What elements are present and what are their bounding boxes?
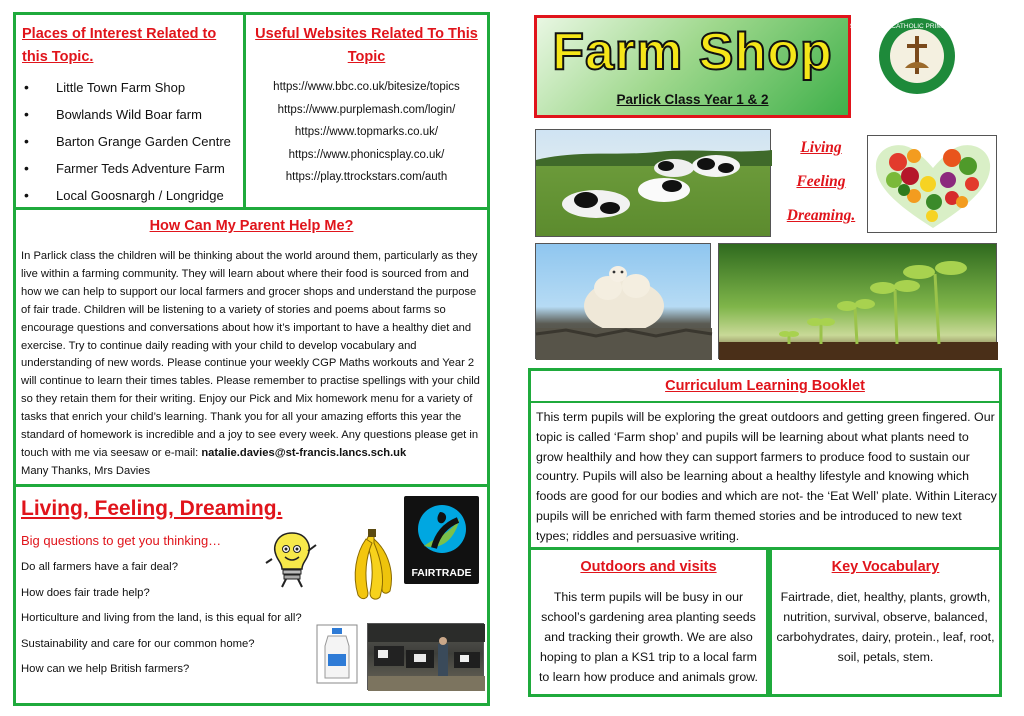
websites-list <box>248 76 485 189</box>
lambs-photo <box>535 243 711 359</box>
outdoors-title: Outdoors and visits <box>580 559 717 575</box>
lambs-illustration <box>536 244 712 360</box>
list-item: How can we help British farmers? <box>21 663 190 675</box>
milk-bottle-image <box>316 624 358 684</box>
cows-shed-illustration <box>368 624 485 691</box>
page-title: Farm Shop <box>552 23 833 81</box>
fruit-heart-illustration <box>868 136 998 234</box>
places-title: Places of Interest Related to this Topic. <box>22 26 217 65</box>
list-item: Horticulture and living from the land, is this equal for all? <box>21 612 302 624</box>
motto-living: Living <box>800 139 842 156</box>
curriculum-title: Curriculum Learning Booklet <box>665 378 865 394</box>
seedlings-illustration <box>719 244 998 360</box>
list-item: • Little Town Farm Shop <box>20 74 242 101</box>
motto-feeling: Feeling <box>796 173 846 190</box>
school-logo <box>849 16 985 96</box>
lfd-title: Living, Feeling, Dreaming. <box>21 497 283 520</box>
website-link[interactable]: https://www.topmarks.co.uk/ <box>294 126 439 138</box>
website-link[interactable]: https://www.bbc.co.uk/bitesize/topics <box>273 81 460 93</box>
seedlings-photo <box>718 243 997 359</box>
lfd-subtitle: Big questions to get you thinking… <box>21 533 222 548</box>
curriculum-box <box>528 368 1002 550</box>
list-item: • Farmer Teds Adventure Farm <box>20 155 242 182</box>
curriculum-body: This term pupils will be exploring the great outdoors and getting green fingered. Our topic is called ‘Farm shop’ and pupils will be learning about what plants need to grow healthily and how they can support farmers to produce food to sustain our country. Pupils will also be learning about a healthy lifestyle and knowing which foods are good for our bodies and which are not- the ‘Eat Well’ plate. Within Literacy pupils will be enriched with farm themed stories and be introduced to new text types; riddles and persuasive writing. <box>536 410 997 543</box>
school-logo-text: ST FRANCIS' CATHOLIC PRIMARY SCHOOL <box>849 23 985 30</box>
outdoors-body: This term pupils will be busy in our school’s gardening area planting seeds and tracking their growth. We are also hoping to plan a KS1 trip to a local farm to learn how produce and animals grow. <box>538 590 759 684</box>
website-link[interactable]: https://www.phonicsplay.co.uk/ <box>288 148 445 161</box>
places-box <box>13 12 246 210</box>
parent-help-text: In Parlick class the children will be thinking about the world around them, particularly as they live within a farming community. They will learn about where their food is sourced from and how we can help to support our local farmers and grocer shops and understand the purpose of fair trade. Children will be listening to a variety of stories and poems about farms so encourage questions and conversations about how it’s important to have a healthy diet and exercise. Try to continue daily reading with your child to develop vocabulary and understanding of new words. Please continue your weekly CGP Maths workouts and Year 2 will continue to learn their times tables. Please remember to practise spellings with your child so they retain them for their writing. Enjoy our Pick and Mix homework menu for a variety of tasks that enrich your child’s learning. Thank you for all your amazing efforts this year the standard of homework is incredible and a joy to see every week. Any questions please get in touch with me via seesaw or e-mail: <box>21 250 480 459</box>
curriculum-divider <box>531 401 999 403</box>
vocab-body: Fairtrade, diet, healthy, plants, growth, nutrition, survival, observe, balanced, carbohydrates, dairy, protein., leaf, root, soil, petals, stem. <box>776 590 995 664</box>
bananas-image <box>344 529 398 603</box>
title-banner <box>534 15 851 118</box>
vocab-title: Key Vocabulary <box>831 559 940 575</box>
teacher-email[interactable]: natalie.davies@st-francis.lancs.sch.uk <box>201 446 407 459</box>
places-list <box>20 74 242 209</box>
list-item: Sustainability and care for our common home? <box>21 637 255 650</box>
parent-help-box <box>13 207 490 487</box>
fruit-heart-photo <box>867 135 997 233</box>
cows-field-photo <box>535 129 771 237</box>
website-link[interactable]: https://www.purplemash.com/login/ <box>277 103 456 116</box>
list-item: • Local Goosnargh / Longridge <box>20 182 242 209</box>
fairtrade-mark-icon <box>404 498 479 564</box>
outdoors-box <box>528 547 769 697</box>
cows-illustration <box>536 130 772 238</box>
lfd-box <box>13 484 490 706</box>
websites-title: Useful Websites Related To This Topic <box>255 26 478 65</box>
lightbulb-icon <box>264 529 320 589</box>
websites-box <box>243 12 490 210</box>
fairtrade-label: FAIRTRADE <box>411 567 472 579</box>
list-item: • Barton Grange Garden Centre <box>20 128 242 155</box>
list-item: How does fair trade help? <box>21 586 150 599</box>
motto <box>776 134 866 236</box>
list-item: Do all farmers have a fair deal? <box>21 561 178 573</box>
signoff: Many Thanks, Mrs Davies <box>21 464 151 477</box>
fairtrade-logo <box>404 496 479 584</box>
cows-shed-photo <box>367 623 484 690</box>
vocab-box <box>769 547 1002 697</box>
motto-dreaming: Dreaming. <box>786 207 856 224</box>
class-line: Parlick Class Year 1 & 2 <box>616 92 769 107</box>
parent-help-title: How Can My Parent Help Me? <box>149 218 354 234</box>
website-link[interactable]: https://play.ttrockstars.com/auth <box>285 171 448 183</box>
list-item: • Bowlands Wild Boar farm <box>20 101 242 128</box>
parent-help-body <box>21 248 486 481</box>
